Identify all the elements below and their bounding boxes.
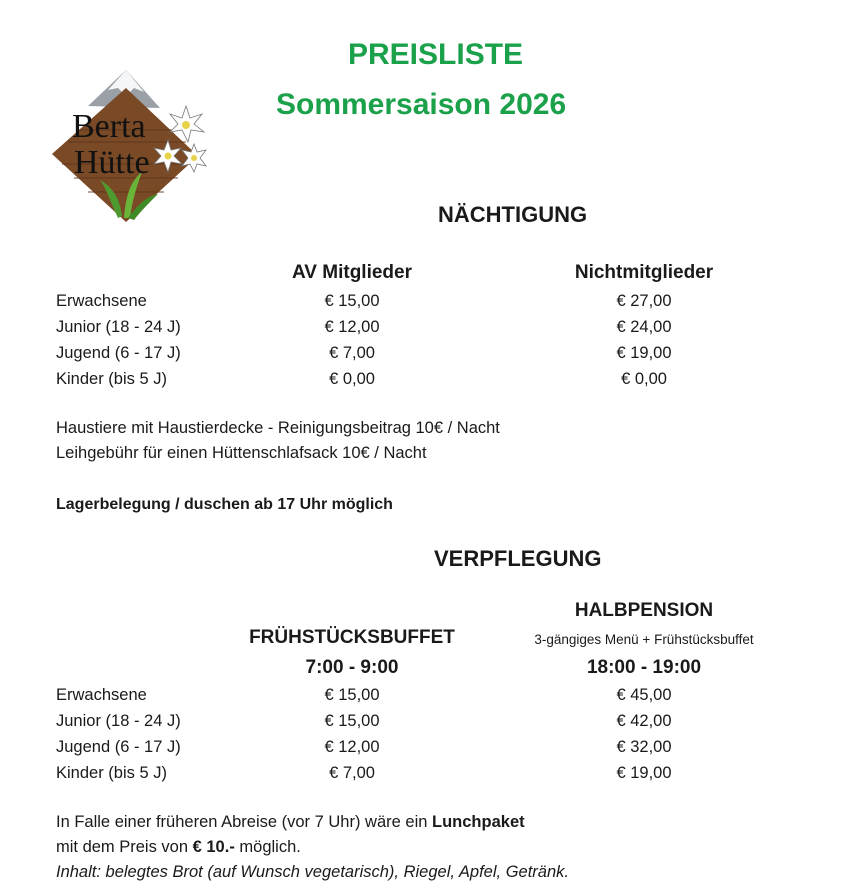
price-cell: € 0,00: [329, 370, 375, 388]
col-header-nonmember: Nichtmitglieder: [574, 262, 714, 283]
lunch-note-line1: [56, 813, 525, 832]
note-lager-duschen: Lagerbelegung / duschen ab 17 Uhr möglich: [56, 496, 393, 513]
lunch-price: € 10.-: [192, 838, 235, 856]
halbpension-time: 18:00 - 19:00: [586, 657, 702, 678]
price-cell: € 15,00: [324, 292, 380, 310]
berta-huette-logo: [48, 68, 218, 228]
logo-text-berta: Berta: [72, 108, 146, 145]
section-heading-naechtigung: NÄCHTIGUNG: [438, 202, 588, 227]
price-cell: € 12,00: [324, 318, 380, 336]
price-cell: € 15,00: [324, 686, 380, 704]
row-label: Junior (18 - 24 J): [56, 712, 181, 730]
note-pets: Haustiere mit Haustierdecke - Reinigungsbeitrag 10€ / Nacht: [56, 419, 500, 437]
price-cell: € 15,00: [324, 712, 380, 730]
section-heading-verpflegung: VERPFLEGUNG: [434, 546, 602, 571]
price-cell: € 19,00: [616, 764, 672, 782]
price-cell: € 0,00: [621, 370, 667, 388]
price-cell: € 24,00: [616, 318, 672, 336]
col-header-halbpension: HALBPENSION: [574, 600, 714, 621]
lunchpaket-label: Lunchpaket: [432, 813, 525, 831]
row-label: Jugend (6 - 17 J): [56, 344, 181, 362]
price-cell: € 45,00: [616, 686, 672, 704]
lunch-note-text: möglich.: [234, 838, 301, 856]
row-label: Erwachsene: [56, 686, 147, 704]
lunch-note-text: In Falle einer früheren Abreise (vor 7 Uhr) wäre ein: [56, 813, 433, 831]
price-cell: € 27,00: [616, 292, 672, 310]
note-sleeping-bag: Leihgebühr für einen Hüttenschlafsack 10€ / Nacht: [56, 444, 427, 462]
breakfast-time: 7:00 - 9:00: [305, 657, 399, 678]
lunch-note-text: mit dem Preis von: [56, 838, 193, 856]
price-cell: € 7,00: [329, 344, 375, 362]
row-label: Junior (18 - 24 J): [56, 318, 181, 336]
col-header-fruehstuecksbuffet: FRÜHSTÜCKSBUFFET: [249, 627, 455, 648]
price-cell: € 7,00: [329, 764, 375, 782]
lunch-note-line2: [56, 838, 301, 857]
row-label: Kinder (bis 5 J): [56, 764, 167, 782]
price-cell: € 42,00: [616, 712, 672, 730]
price-cell: € 12,00: [324, 738, 380, 756]
row-label: Jugend (6 - 17 J): [56, 738, 181, 756]
page-subtitle: Sommersaison 2026: [276, 88, 567, 121]
halbpension-description: 3-gängiges Menü + Frühstücksbuffet: [534, 632, 754, 647]
price-cell: € 32,00: [616, 738, 672, 756]
row-label: Kinder (bis 5 J): [56, 370, 167, 388]
lunch-contents: Inhalt: belegtes Brot (auf Wunsch vegetarisch), Riegel, Apfel, Getränk.: [56, 863, 569, 881]
col-header-av-member: AV Mitglieder: [292, 262, 412, 283]
logo-text-huette: Hütte: [74, 144, 150, 181]
row-label: Erwachsene: [56, 292, 147, 310]
price-cell: € 19,00: [616, 344, 672, 362]
page-title: PREISLISTE: [348, 38, 524, 71]
